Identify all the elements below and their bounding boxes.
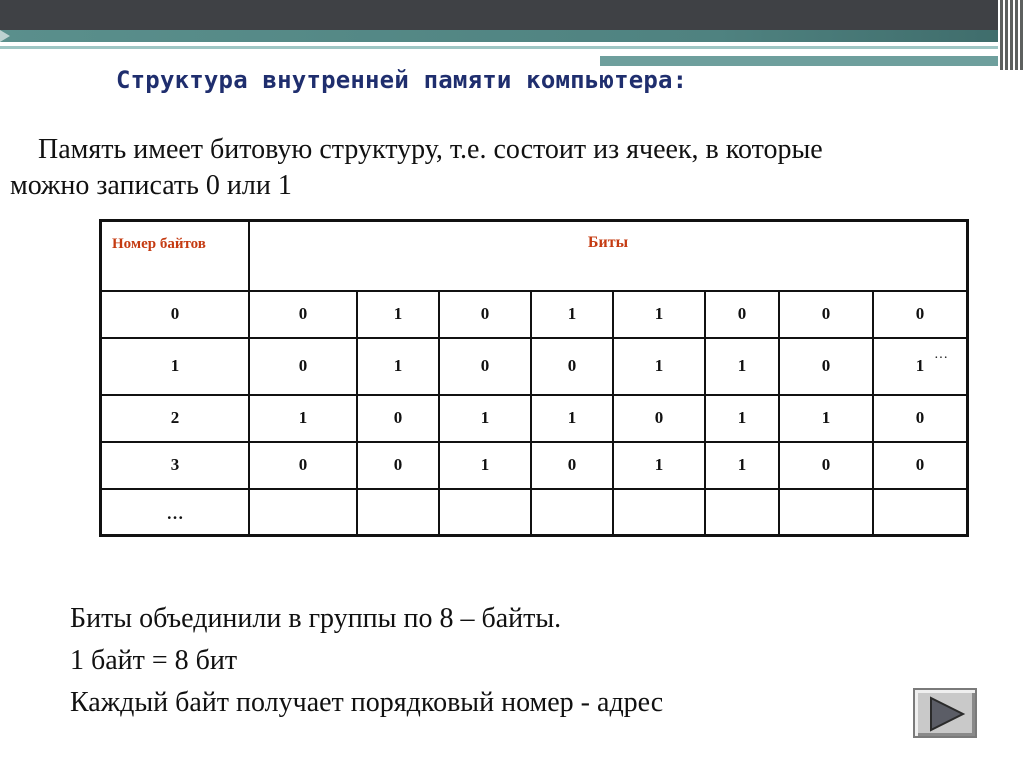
- body-text: [70, 598, 663, 724]
- header-thin-line: [0, 46, 1024, 49]
- bit-cell: 0: [249, 291, 357, 338]
- bit-cell: 0: [779, 291, 873, 338]
- bit-cell: 0: [249, 442, 357, 489]
- bit-cell-with-continuation: [873, 338, 968, 395]
- bit-cell: 0: [779, 338, 873, 395]
- bit-cell: 0: [873, 291, 968, 338]
- header-byte-number: Номер байтов: [101, 221, 250, 291]
- bit-cell: 1: [531, 395, 613, 442]
- bit-cell: 1: [531, 291, 613, 338]
- bit-cell: 1: [357, 338, 439, 395]
- header-stripes-decoration: [998, 0, 1024, 70]
- header-secondary-line: [600, 56, 1024, 66]
- body-line-2: 1 байт = 8 бит: [70, 645, 238, 676]
- header-bits: Биты: [249, 221, 968, 291]
- bit-cell: 0: [357, 442, 439, 489]
- next-slide-button[interactable]: [913, 688, 977, 738]
- play-triangle-icon: [925, 696, 967, 732]
- bit-cell: 0: [531, 442, 613, 489]
- byte-number-cell: 2: [101, 395, 250, 442]
- byte-number-cell: 1: [101, 338, 250, 395]
- bit-cell: 0: [613, 395, 705, 442]
- bit-cell: [439, 489, 531, 536]
- bit-cell: 0: [357, 395, 439, 442]
- bit-cell: [249, 489, 357, 536]
- table-row: [101, 489, 968, 536]
- intro-line-1: Память имеет битовую структуру, т.е. состоит из ячеек, в которые: [38, 134, 823, 165]
- bit-cell: 1: [613, 338, 705, 395]
- bit-cell: [613, 489, 705, 536]
- bit-cell: [873, 489, 968, 536]
- memory-table: [99, 219, 969, 537]
- bit-cell: 0: [779, 442, 873, 489]
- header-bar: [0, 0, 1024, 30]
- bit-cell: 1: [249, 395, 357, 442]
- byte-number-cell: 3: [101, 442, 250, 489]
- bit-cell: 1: [613, 442, 705, 489]
- bit-cell: 0: [439, 291, 531, 338]
- bit-cell: 0: [873, 442, 968, 489]
- table-header-row: [101, 221, 968, 291]
- bit-cell: 0: [249, 338, 357, 395]
- byte-number-cell: …: [101, 489, 250, 536]
- header-arrow-decoration: [0, 30, 10, 42]
- bit-cell: 1: [705, 442, 779, 489]
- bit-cell: [705, 489, 779, 536]
- bit-cell: 1: [779, 395, 873, 442]
- bit-cell: 1: [613, 291, 705, 338]
- intro-text: [10, 132, 1020, 204]
- bit-cell: 1: [705, 395, 779, 442]
- bit-cell: 1: [705, 338, 779, 395]
- table-row: [101, 291, 968, 338]
- bit-cell: [357, 489, 439, 536]
- slide-title: Структура внутренней памяти компьютера:: [116, 66, 688, 94]
- bit-cell: 1: [439, 395, 531, 442]
- bit-cell: 0: [531, 338, 613, 395]
- bit-cell: 0: [705, 291, 779, 338]
- bit-cell: [779, 489, 873, 536]
- bit-cell: [531, 489, 613, 536]
- table-row: [101, 338, 968, 395]
- bit-cell: 0: [873, 395, 968, 442]
- bit-value: 1: [915, 356, 925, 375]
- header-accent-bar: [0, 30, 1024, 42]
- byte-number-cell: 0: [101, 291, 250, 338]
- body-line-3: Каждый байт получает порядковый номер - адрес: [70, 687, 664, 718]
- bit-cell: 1: [357, 291, 439, 338]
- table-row: [101, 395, 968, 442]
- bit-cell: 1: [439, 442, 531, 489]
- continuation-dots: ···: [934, 350, 948, 366]
- body-line-1: Биты объединили в группы по 8 – байты.: [70, 603, 562, 634]
- bit-cell: 0: [439, 338, 531, 395]
- table-row: [101, 442, 968, 489]
- intro-line-2: можно записать 0 или 1: [10, 170, 292, 201]
